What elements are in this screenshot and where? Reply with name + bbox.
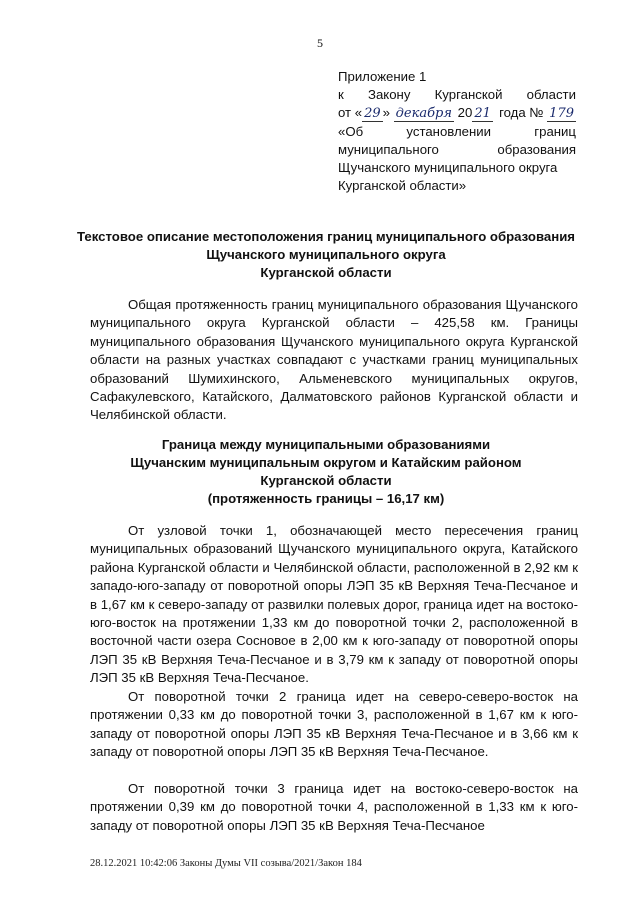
handwritten-law-number: 179 <box>549 106 574 121</box>
handwritten-month: декабря <box>395 106 452 121</box>
heading-line: Текстовое описание местоположения границ муниципального образования <box>77 229 575 244</box>
appendix-word: образования <box>497 142 576 157</box>
section-heading <box>72 436 580 508</box>
appendix-word: границ <box>534 124 576 139</box>
handwritten-year: 21 <box>474 106 491 121</box>
appendix-line6: Щучанского муниципального округа <box>338 160 558 175</box>
boundary-paragraph-3: От поворотной точки 3 граница идет на востоко-северо-восток на протяжении 0,39 км до поворотной точки 4, расположенной в 1,33 км к юго-западу от поворотной опоры ЛЭП 35 кВ Верхняя Теча-Песчаное <box>90 781 578 833</box>
date-prefix: от « <box>338 105 363 120</box>
law-number-block <box>499 104 576 123</box>
year-word: года № <box>499 105 544 120</box>
date-quote: » <box>382 105 390 120</box>
page-number: 5 <box>317 36 323 50</box>
appendix-word: «Об <box>338 124 364 139</box>
appendix-line5 <box>338 141 576 159</box>
appendix-date-line <box>338 104 576 123</box>
appendix-word: установлении <box>406 124 492 139</box>
date-block <box>338 104 493 123</box>
intro-paragraph: Общая протяженность границ муниципального образования Щучанского муниципального округа Курганской области – 425,58 км. Границы муниципального образования Щучанского муниципального округа Курганской области на разных участках совпадают с участками границ муниципальных образований Шумихинского, Альменевского муниципальных округов, Сафакулевского, Катайского, Далматовского районов Курганской области и Челябинской области. <box>90 297 578 423</box>
appendix-line4 <box>338 123 576 141</box>
handwritten-day: 29 <box>364 106 381 121</box>
heading-line: Граница между муниципальными образованиями <box>161 437 491 452</box>
heading-line: (протяженность границы – 16,17 км) <box>207 491 445 506</box>
heading-line: Щучанского муниципального округа <box>206 247 446 262</box>
appendix-line7: Курганской области» <box>338 178 467 193</box>
appendix-word: Закону <box>367 87 411 102</box>
appendix-line2 <box>338 86 576 104</box>
footer-stamp: 28.12.2021 10:42:06 Законы Думы VII созыва/2021/Закон 184 <box>90 858 362 869</box>
appendix-word: Курганской <box>434 87 503 102</box>
appendix-word: области <box>526 87 576 102</box>
appendix-block <box>338 68 576 195</box>
heading-line: Курганской области <box>260 265 392 280</box>
main-heading <box>72 228 580 282</box>
heading-line: Щучанским муниципальным округом и Катайским районом <box>130 455 522 470</box>
heading-line: Курганской области <box>260 473 392 488</box>
appendix-word: муниципального <box>338 142 439 157</box>
boundary-paragraph-2: От поворотной точки 2 граница идет на северо-северо-восток на протяжении 0,33 км до поворотной точки 3, расположенной в 1,67 км к юго-западу от поворотной опоры ЛЭП 35 кВ Верхняя Теча-Песчаное и в 3,66 км к западу от поворотной опоры ЛЭП 35 кВ Верхняя Теча-Песчаное. <box>90 689 578 760</box>
appendix-line1: Приложение 1 <box>338 69 427 84</box>
year-prefix: 20 <box>457 105 473 120</box>
appendix-word: к <box>338 87 344 102</box>
boundary-paragraph-1: От узловой точки 1, обозначающей место пересечения границ муниципальных образований Щучанского муниципального округа, Катайского района Курганской области и Челябинской области, расположенной в 2,92 км к западо-юго-западу от поворотной опоры ЛЭП 35 кВ Верхняя Теча-Песчаное и в 1,67 км к северо-западу от развилки полевых дорог, граница идет на востоко-юго-восток на протяжении 1,33 км до поворотной точки 2, расположенной в восточной части озера Сосновое в 2,00 км к юго-западу от поворотной опоры ЛЭП 35 кВ Верхняя Теча-Песчаное и в 3,79 км к западу от поворотной опоры ЛЭП 35 кВ Верхняя Теча-Песчаное. <box>90 523 578 686</box>
